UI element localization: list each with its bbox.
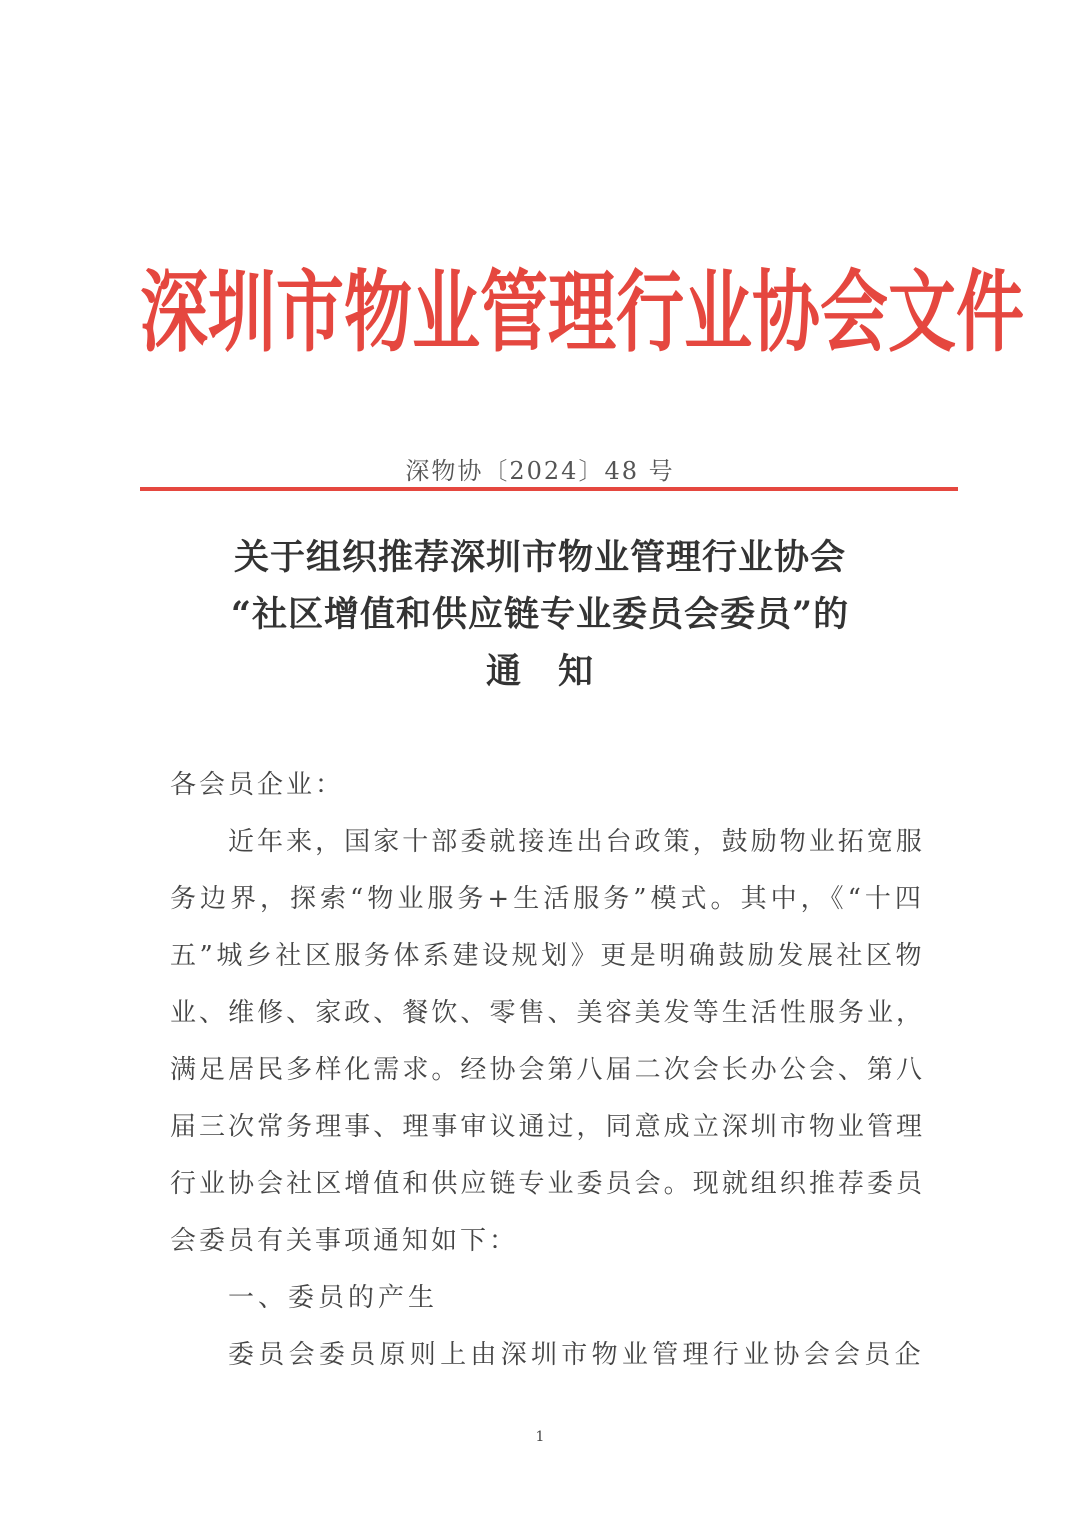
document-number: 深物协〔2024〕48 号 <box>405 457 675 485</box>
paragraph-line: 近年来，国家十部委就接连出台政策，鼓励物业拓宽服 <box>228 827 925 857</box>
page-number: 1 <box>535 1429 545 1445</box>
red-divider-line <box>140 487 958 491</box>
paragraph-line: 五”城乡社区服务体系建设规划》更是明确鼓励发展社区物 <box>170 941 926 971</box>
salutation: 各会员企业： <box>170 770 345 800</box>
section-heading: 一、委员的产生 <box>228 1283 439 1313</box>
notice-title-line-1: 关于组织推荐深圳市物业管理行业协会 <box>233 537 846 578</box>
paragraph-line: 业、维修、家政、餐饮、零售、美容美发等生活性服务业， <box>170 998 926 1028</box>
notice-title-line-3: 通 知 <box>485 651 594 692</box>
paragraph-line: 满足居民多样化需求。经协会第八届二次会长办公会、第八 <box>170 1055 926 1085</box>
paragraph-line: 行业协会社区增值和供应链专业委员会。现就组织推荐委员 <box>170 1169 926 1199</box>
paragraph-line: 届三次常务理事、理事审议通过，同意成立深圳市物业管理 <box>170 1112 926 1142</box>
paragraph-line: 务边界，探索“物业服务+生活服务”模式。其中，《“十四 <box>170 884 925 914</box>
notice-title-line-2: “社区增值和供应链专业委员会委员”的 <box>230 594 850 635</box>
paragraph-line: 会委员有关事项通知如下： <box>170 1226 519 1256</box>
organization-letterhead-title: 深圳市物业管理行业协会文件 <box>140 261 1025 365</box>
paragraph-line: 委员会委员原则上由深圳市物业管理行业协会会员企 <box>228 1340 925 1370</box>
